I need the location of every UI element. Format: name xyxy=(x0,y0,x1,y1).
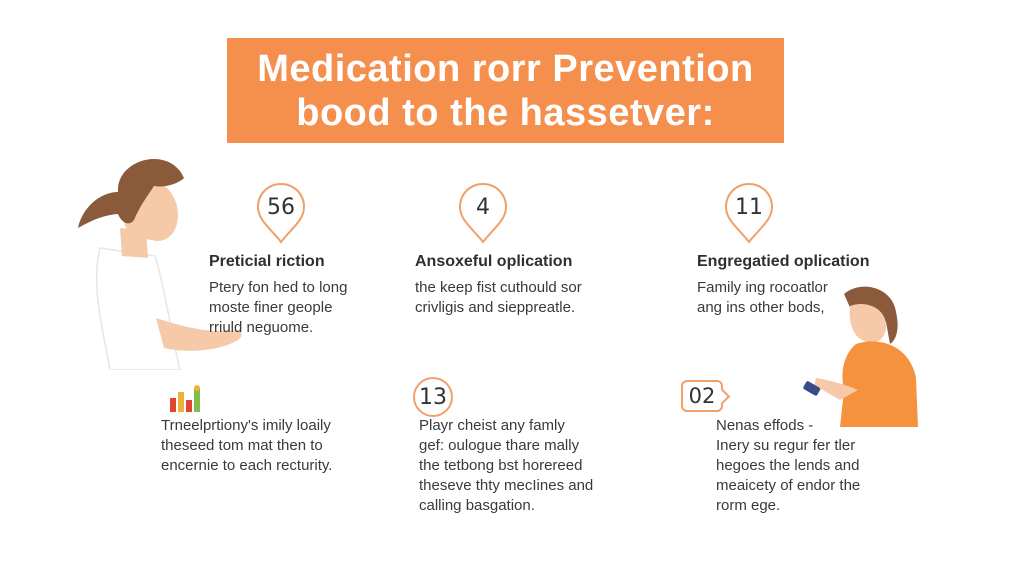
step-marker-3 xyxy=(724,182,774,244)
item-body-2: the keep fist cuthould sor crivligis and sieppreatle. xyxy=(415,279,582,316)
step-number-6: 02 xyxy=(688,384,716,408)
step-marker-1 xyxy=(256,182,306,244)
step-number-1: 56 xyxy=(267,195,295,220)
item-body-6: Nenas effods - Inery su regur fer tler hegoes the lends and meaicety of endor the rorm ege. xyxy=(716,417,861,514)
item-body-1: Ptery fon hed to long moste finer geople rriuld neguome. xyxy=(209,279,348,336)
step-marker-5 xyxy=(412,376,454,418)
step-number-5: 13 xyxy=(419,385,447,410)
step-number-2: 4 xyxy=(476,195,490,220)
bar-chart-icon xyxy=(168,384,202,414)
item-heading-3: Engregatied oplication xyxy=(697,253,870,270)
step-marker-6 xyxy=(681,380,723,412)
title-banner xyxy=(227,38,784,143)
item-body-3: Family ing rocoatlor ang ins other bods, xyxy=(697,279,828,316)
item-body-4: Trneelprtiony's imily loaily thesеed tom mat then to encernie to each recturity. xyxy=(161,417,333,474)
title-line-1: Medication rorr Prevention xyxy=(257,47,754,90)
item-heading-1: Preticial riction xyxy=(209,253,325,270)
step-marker-2 xyxy=(458,182,508,244)
step-number-3: 11 xyxy=(735,195,763,220)
title-line-2: bood to the hassetver: xyxy=(296,91,715,134)
item-body-5: Playr cheist any famly gef: oulogue thare mally the tetbong bst horereed thesеve thty mecIines and calling basgation. xyxy=(419,417,594,514)
item-heading-2: Ansoxeful oplication xyxy=(415,253,573,270)
